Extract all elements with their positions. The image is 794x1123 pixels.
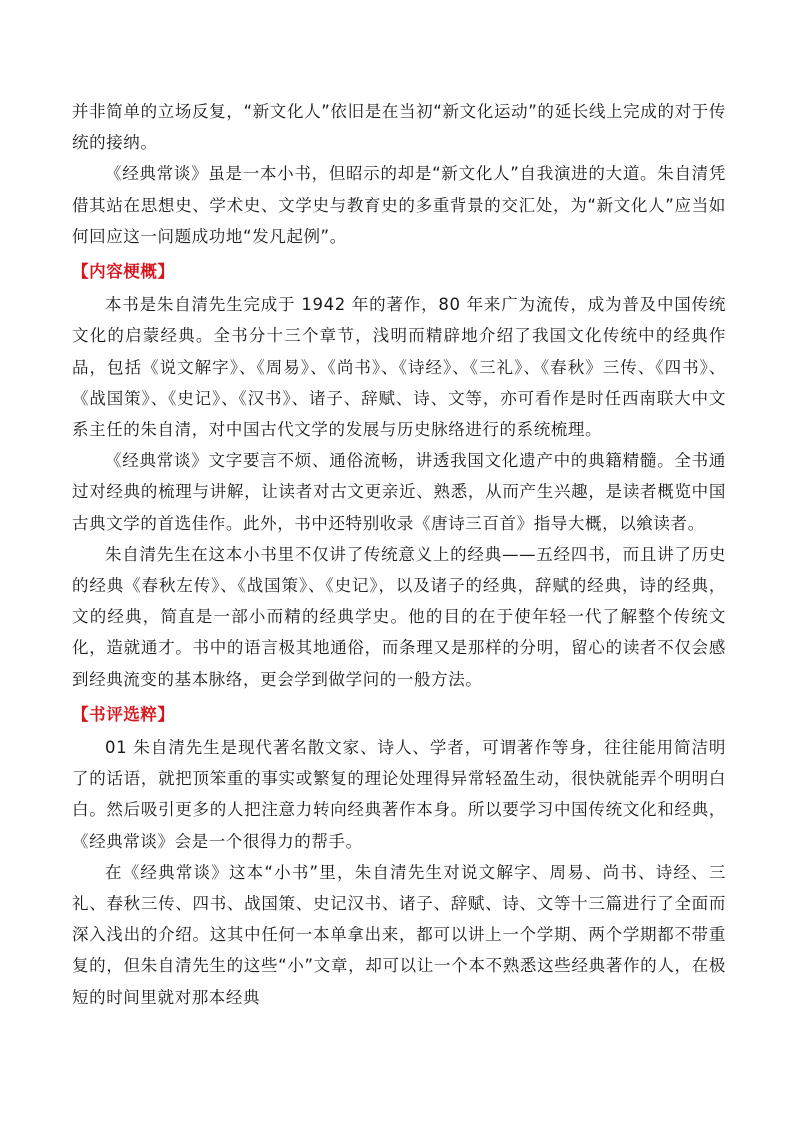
intro-paragraph-2: 《经典常谈》虽是一本小书，但昭示的却是“新文化人”自我演进的大道。朱自清凭借其站在思想史、学术史、文学史与教育史的多重背景的交汇处，为“新文化人”应当如何回应这一问题成功地“发凡起例”。: [72, 164, 726, 246]
review-paragraph-2: 在《经典常谈》这本“小书”里，朱自清先生对说文解字、周易、尚书、诗经、三礼、春秋三传、四书、战国策、史记汉书、诸子、辞赋、诗、文等十三篇进行了全面而深入浅出的介绍。这其中任何一本单拿出来，都可以讲上一个学期、两个学期都不带重复的，但朱自清先生的这些“小”文章，却可以让一个本不熟悉这些经典著作的人，在极短的时间里就对那本经典: [72, 862, 726, 1007]
summary-paragraph-1: 本书是朱自清先生完成于 1942 年的著作，80 年来广为流传，成为普及中国传统文化的启蒙经典。全书分十三个章节，浅明而精辟地介绍了我国文化传统中的经典作品，包括《说文解字》、《周易》、《尚书》、《诗经》、《三礼》、《春秋》三传、《四书》、《战国策》、《史记》、《汉书》、诸子、辞赋、诗、文等，亦可看作是时任西南联大中文系主任的朱自清，对中国古代文学的发展与历史脉络进行的系统梳理。: [72, 295, 726, 440]
review-paragraph-1: 01 朱自清先生是现代著名散文家、诗人、学者，可谓著作等身，往往能用简洁明了的话语，就把顶笨重的事实或繁复的理论处理得异常轻盈生动，很快就能弄个明明白白。然后吸引更多的人把注意力转向经典著作本身。所以要学习中国传统文化和经典，《经典常谈》会是一个很得力的帮手。: [72, 738, 726, 851]
section-heading-reviews: 【书评选粹】: [72, 704, 175, 724]
summary-paragraph-3: 朱自清先生在这本小书里不仅讲了传统意义上的经典——五经四书，而且讲了历史的经典《春秋左传》、《战国策》、《史记》，以及诸子的经典，辞赋的经典，诗的经典，文的经典，简直是一部小而精的经典学史。他的目的在于使年轻一代了解整个传统文化，造就通才。书中的语言极其地通俗，而条理又是那样的分明，留心的读者不仅会感到经典流变的基本脉络，更会学到做学问的一般方法。: [72, 544, 726, 689]
document-body: [72, 96, 726, 1013]
intro-paragraph-1: 并非简单的立场反复，“新文化人”依旧是在当初“新文化运动”的延长线上完成的对于传统的接纳。: [72, 102, 726, 153]
summary-paragraph-2: 《经典常谈》文字要言不烦、通俗流畅，讲透我国文化遗产中的典籍精髓。全书通过对经典的梳理与讲解，让读者对古文更亲近、熟悉，从而产生兴趣，是读者概览中国古典文学的首选佳作。此外，书中还特别收录《唐诗三百首》指导大概，以飨读者。: [72, 451, 726, 533]
section-heading-summary: 【内容梗概】: [72, 262, 175, 282]
